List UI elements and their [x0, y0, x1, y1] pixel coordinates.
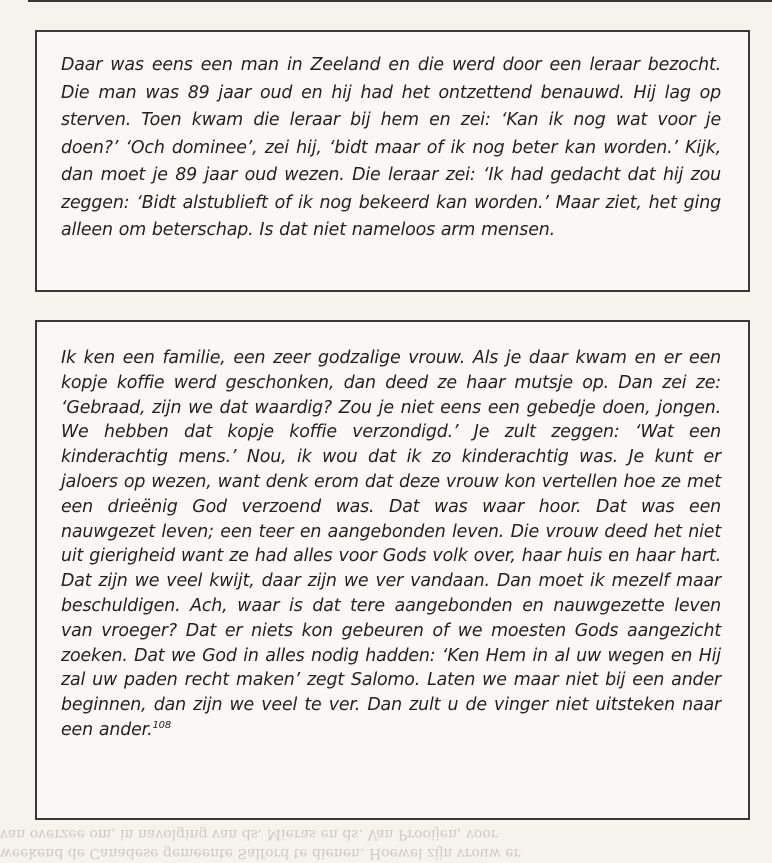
quote-box-2-body: Ik ken een familie, een zeer godzalige vrouw. Als je daar kwam en er een kopje koffie werd geschonken, dan deed ze haar mutsje op. Dan zei ze: ‘Gebraad, zijn we dat waardig? Zou je niet eens een gebedje doen, jongen. We hebben dat kopje koffie verzondigd.’ Je zult zeggen: ‘Wat een kinderachtig mens.’ Nou, ik wou dat ik zo kinderachtig was. Je kunt er jaloers op wezen, want denk erom dat deze vrouw kon vertellen hoe ze met een drieënig God verzoend was. Dat was waar hoor. Dat was een nauwgezet leven; een teer en aangebonden leven. Die vrouw deed het niet uit gierigheid want ze had alles voor Gods volk over, haar huis en haar hart. Dat zijn we veel kwijt, daar zijn we ver vandaan. Dan moet ik mezelf maar beschuldigen. Ach, waar is dat tere aangebonden en nauwgezette leven van vroeger? Dat er niets kon gebeuren of we moesten Gods aangezicht zoeken. Dat we God in alles nodig hadden: ‘Ken Hem in al uw wegen en Hij zal uw paden recht maken’ zegt Salomo. Laten we maar niet bij een ander beginnen, dan zijn we veel te ver. Dan zult u de vinger niet uitsteken naar een ander.: [61, 348, 721, 740]
footnote-marker: 108: [152, 720, 172, 732]
bleed-through-line-2: weekend de Canadese gemeente Salford te dienen. Hoewel zijn vrouw er: [0, 845, 521, 861]
quote-box-2: [35, 320, 750, 820]
quote-box-1: [35, 30, 750, 292]
quote-box-2-text: [61, 346, 721, 743]
quote-box-1-text: Daar was eens een man in Zeeland en die werd door een leraar bezocht. Die man was 89 jaar oud en hij had het ontzettend benauwd. Hij lag op sterven. Toen kwam die leraar bij hem en zei: ‘Kan ik nog wat voor je doen?’ ‘Och dominee’, zei hij, ‘bidt maar of ik nog beter kan worden.’ Kijk, dan moet je 89 jaar oud wezen. Die leraar zei: ‘Ik had gedacht dat hij zou zeggen: ‘Bidt alstublieft of ik nog bekeerd kan worden.’ Maar ziet, het ging alleen om beterschap. Is dat niet nameloos arm mensen.: [61, 55, 721, 240]
bleed-through-line-1: van overzee om, in navolging van ds. Mieras en ds. Van Prooijen, voor: [0, 826, 498, 842]
page-top-rule: [28, 0, 772, 2]
